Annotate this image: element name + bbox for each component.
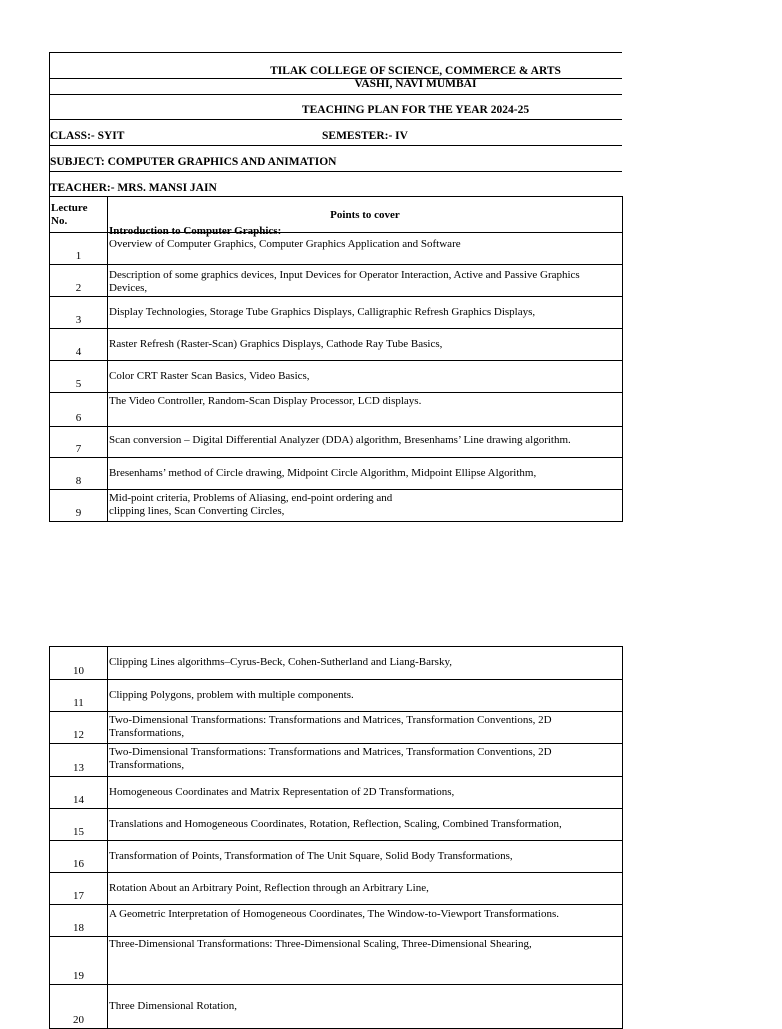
lecture-number: 14 (50, 777, 108, 809)
lecture-points-text: Overview of Computer Graphics, Computer Graphics Application and Software (109, 238, 461, 250)
lecture-number: 4 (50, 329, 108, 361)
table-row (50, 809, 623, 841)
lecture-number: 13 (50, 744, 108, 777)
lecture-points: Two-Dimensional Transformations: Transformations and Matrices, Transformation Conventions, 2D Transformations, (108, 712, 623, 744)
table-row (50, 985, 623, 1029)
lecture-points: The Video Controller, Random-Scan Display Processor, LCD displays. (108, 393, 623, 427)
lecture-points: Display Technologies, Storage Tube Graphics Displays, Calligraphic Refresh Graphics Displays, (108, 297, 623, 329)
lecture-number: 5 (50, 361, 108, 393)
table-row (50, 427, 623, 458)
lecture-number: 7 (50, 427, 108, 458)
lecture-number: 15 (50, 809, 108, 841)
lecture-points: Raster Refresh (Raster-Scan) Graphics Displays, Cathode Ray Tube Basics, (108, 329, 623, 361)
lecture-number: 3 (50, 297, 108, 329)
lecture-points: Homogeneous Coordinates and Matrix Representation of 2D Transformations, (108, 777, 623, 809)
plan-title: TEACHING PLAN FOR THE YEAR 2024-25 (301, 104, 530, 116)
lecture-number: 10 (50, 647, 108, 680)
lecture-number: 18 (50, 905, 108, 937)
lecture-points: Bresenhams’ method of Circle drawing, Midpoint Circle Algorithm, Midpoint Ellipse Algorithm, (108, 458, 623, 490)
table-row (50, 297, 623, 329)
column-header-lecture: Lecture No. (50, 197, 108, 233)
rule (49, 171, 622, 172)
rule (49, 119, 622, 120)
lecture-points: Three-Dimensional Transformations: Three-Dimensional Scaling, Three-Dimensional Shearing, (108, 937, 623, 985)
lecture-points: Description of some graphics devices, Input Devices for Operator Interaction, Active and Passive Graphics Devices, (108, 265, 623, 297)
table-row (50, 458, 623, 490)
college-name: TILAK COLLEGE OF SCIENCE, COMMERCE & ARTS (270, 65, 561, 77)
table-row (50, 712, 623, 744)
lecture-number: 17 (50, 873, 108, 905)
class-label: CLASS:- SYIT (50, 130, 125, 142)
lecture-number: 19 (50, 937, 108, 985)
lecture-points (108, 225, 623, 265)
table-row (50, 841, 623, 873)
table-row (50, 680, 623, 712)
rule (49, 145, 622, 146)
table-row (50, 329, 623, 361)
table-row (50, 777, 623, 809)
table-row (50, 905, 623, 937)
rule (49, 94, 622, 95)
lecture-points: A Geometric Interpretation of Homogeneous Coordinates, The Window-to-Viewport Transformations. (108, 905, 623, 937)
lecture-points: Transformation of Points, Transformation of The Unit Square, Solid Body Transformations, (108, 841, 623, 873)
teaching-plan-table-1 (49, 196, 623, 522)
lecture-number: 11 (50, 680, 108, 712)
column-header-points: Points to cover (108, 197, 623, 233)
lecture-points (108, 490, 623, 522)
lecture-number: 6 (50, 393, 108, 427)
clipped-heading: Introduction to Computer Graphics: (109, 225, 282, 237)
lecture-points-line: clipping lines, Scan Converting Circles, (109, 505, 285, 517)
college-location: VASHI, NAVI MUMBAI (354, 78, 477, 90)
table-row (50, 393, 623, 427)
table-row (50, 937, 623, 985)
lecture-points: Translations and Homogeneous Coordinates, Rotation, Reflection, Scaling, Combined Transformation, (108, 809, 623, 841)
table-row (50, 490, 623, 522)
lecture-number: 9 (50, 490, 108, 522)
table-row (50, 744, 623, 777)
table-row (50, 647, 623, 680)
lecture-points: Color CRT Raster Scan Basics, Video Basics, (108, 361, 623, 393)
teaching-plan-table-2 (49, 646, 623, 1029)
lecture-points-line: Mid-point criteria, Problems of Aliasing, end-point ordering and (109, 492, 393, 504)
lecture-number: 2 (50, 265, 108, 297)
lecture-points: Three Dimensional Rotation, (108, 985, 623, 1029)
rule (49, 52, 622, 53)
lecture-points: Rotation About an Arbitrary Point, Reflection through an Arbitrary Line, (108, 873, 623, 905)
lecture-number: 20 (50, 985, 108, 1029)
teacher-label: TEACHER:- MRS. MANSI JAIN (50, 182, 217, 194)
lecture-points: Scan conversion – Digital Differential Analyzer (DDA) algorithm, Bresenhams’ Line drawing algorithm. (108, 427, 623, 458)
lecture-points: Clipping Lines algorithms–Cyrus-Beck, Cohen-Sutherland and Liang-Barsky, (108, 647, 623, 680)
table-row (50, 361, 623, 393)
lecture-points: Clipping Polygons, problem with multiple components. (108, 680, 623, 712)
lecture-number: 1 (50, 233, 108, 265)
lecture-points: Two-Dimensional Transformations: Transformations and Matrices, Transformation Conventions, 2D Transformations, (108, 744, 623, 777)
table-row (50, 873, 623, 905)
lecture-number: 8 (50, 458, 108, 490)
lecture-number: 12 (50, 712, 108, 744)
lecture-number: 16 (50, 841, 108, 873)
table-row (50, 265, 623, 297)
semester-label: SEMESTER:- IV (322, 130, 408, 142)
subject-label: SUBJECT: COMPUTER GRAPHICS AND ANIMATION (50, 156, 337, 168)
table-row (50, 233, 623, 265)
